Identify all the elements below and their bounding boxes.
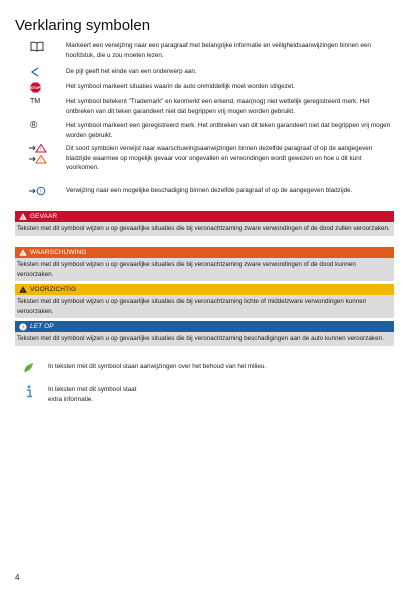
symbol-text: Het symbool betekent "Trademark" en kenmerkt een erkend, maar(nog) niet wettelijk geregistreerd merk. Het ontbreken van dit teken garandeert niet dat begrippen vrij mogen worden gebruikt. [66,98,370,115]
caution-header [15,284,394,295]
page-number: 4 [15,573,20,582]
arrow-info-icon [28,186,52,198]
warning-text: Teksten met dit symbool wijzen u op gevaarlijke situaties die bij veronachtzaming zware verwondingen of de dood kunnen veroorzaken. [15,258,394,281]
notice-label: LET OP [30,323,54,330]
book-icon [30,41,54,53]
warning-label: WAARSCHUWING [30,249,87,256]
svg-text:!: ! [22,251,24,256]
exclamation-circle-icon [19,323,27,331]
svg-text:!: ! [22,288,24,293]
leaf-icon [23,362,34,373]
svg-text:!: ! [40,147,42,154]
note-text: In teksten met dit symbool staan aanwijzingen over het behoud van het milieu. [48,363,267,370]
caution-box [15,284,394,318]
symbol-text: Het symbool markeert situaties waarin de auto onmiddellijk moet worden stilgezet. [66,83,295,90]
warning-header [15,247,394,258]
svg-text:STOP: STOP [30,86,41,90]
warning-triangle-icon [19,249,27,256]
svg-text:!: ! [22,324,24,331]
warning-triangle-icon [19,286,27,293]
warning-triangle-icon [19,213,27,220]
svg-text:!: ! [40,189,42,196]
arrow-warning-icon [28,144,52,165]
trademark-icon: TM [30,98,41,105]
page-title: Verklaring symbolen [15,17,151,34]
warning-box [15,247,394,281]
arrow-left-icon [30,67,54,79]
notice-box [15,321,394,346]
registered-icon: ® [30,120,38,131]
symbol-text: Verwijzing naar een mogelijke beschadiging binnen dezelfde paragraaf of op de aangegeven bladzijde. [66,187,353,194]
danger-box [15,211,394,236]
notice-text: Teksten met dit symbool wijzen u op gevaarlijke situaties die bij veronachtzaming beschadigingen aan de auto kunnen veroorzaken. [15,332,394,346]
info-icon [25,385,33,398]
caution-text: Teksten met dit symbool wijzen u op gevaarlijke situaties die bij veronachtzaming lichte of middelzware verwondingen kunnen veroorzaken. [15,295,394,318]
stop-icon [30,82,54,94]
caution-label: VOORZICHTIG [30,286,77,293]
danger-label: GEVAAR [30,213,58,220]
note-text: In teksten met dit symbool staat extra informatie. [48,386,137,403]
svg-text:!: ! [22,215,24,220]
symbol-text: Markeert een verwijzing naar een paragraaf met belangrijke informatie en veiligheidsaanwijzingen binnen een hoofdstuk, die u zou moeten lezen. [66,42,371,59]
svg-text:!: ! [40,158,42,165]
notice-header [15,321,394,332]
symbol-text: Het symbool markeert een geregistreerd merk. Het ontbreken van dit teken garandeert niet dat begrippen vrij mogen worden gebruikt. [66,122,391,139]
symbol-text: Dit soort symbolen verwijst naar waarschuwingsaanwijzingen binnen dezelfde paragraaf of op de aangegeven bladzijde waarmee op mogelijk gevaar voor ongevallen en verwondingen wordt gewezen en hoe u dit kunt voorkomen. [66,145,373,171]
danger-text: Teksten met dit symbool wijzen u op gevaarlijke situaties die bij veronachtzaming zware verwondingen of de dood zullen veroorzaken. [15,222,394,236]
danger-header [15,211,394,222]
symbol-text: De pijl geeft het einde van een onderwerp aan. [66,68,197,75]
